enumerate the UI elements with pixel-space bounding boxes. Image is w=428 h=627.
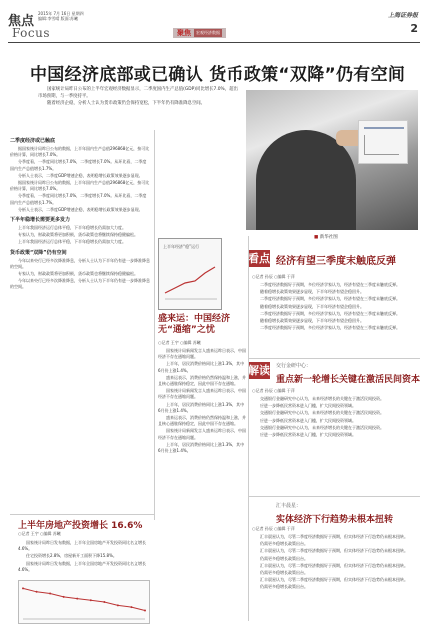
mini-line-chart [163, 253, 219, 303]
paragraph: 二季度经济数据好于预期，多位经济学家认为，经济有望在三季度末触底反弹。 [260, 282, 400, 287]
newspaper-page [8, 6, 420, 621]
section-kicker-3: 汇丰晨星： [276, 503, 302, 509]
paragraph: 今年以来央行已经多次降准降息，分析人士认为下半年仍有进一步降准降息的空间。 [10, 257, 150, 269]
section-badge: 解读 [248, 364, 270, 377]
page-number: 2 [410, 22, 418, 35]
paragraph: 交通银行金融研究中心认为，未来经济增长的关键在于激活民间投资。 [260, 396, 384, 401]
paragraph: 上半年，居民消费价格同比上涨1.3%，其中6月份上涨1.4%。 [158, 361, 245, 373]
page-header [8, 6, 420, 44]
paragraph: 随着稳增长政策效果逐步显现，下半年经济有望企稳回升。 [260, 303, 364, 309]
paragraph: 随着稳增长政策效果逐步显现，下半年经济有望企稳回升。 [260, 289, 364, 295]
paragraph: 应进一步降低民营资本进入门槛，扩大民间投资领域。 [260, 403, 356, 409]
data-point [22, 587, 24, 589]
section-divider [10, 514, 154, 515]
paragraph: 应进一步降低民营资本进入门槛，扩大民间投资领域。 [260, 417, 356, 423]
paragraph: 专家认为，财政政策将更加积极，货币政策也将继续保持稳健偏松。 [18, 232, 138, 238]
subhead: 二季度经济或已触底 [10, 138, 56, 144]
data-point [76, 598, 78, 600]
section-divider [248, 496, 420, 497]
subhead: 下半年稳增长需要更多发力 [10, 217, 71, 224]
caption-icon: ■ [314, 235, 319, 240]
chart-card-label: 上半年经济“稳”运行 [163, 244, 200, 249]
data-point [103, 601, 105, 603]
section-author-2: ○记者 孙辰 ○编辑 于萍 [252, 388, 295, 393]
column-divider [248, 236, 249, 621]
topic-tag-main: 聚焦 [177, 29, 191, 37]
paragraph: 交通银行金融研究中心认为，未来经济增长的关键在于激活民间投资。 [260, 424, 384, 430]
paragraph: 专家认为，财政政策将更加积极，货币政策也将继续保持稳健偏松。 [18, 271, 138, 277]
paragraph: 汇丰晨星认为，尽管二季度经济数据好于预期，但实体经济下行趋势仍未根本扭转。 [260, 562, 408, 568]
line-chart [18, 580, 150, 624]
lede-paragraph: 国家统计局昨日公布的上半年宏观经济数据显示，二季度国内生产总值(GDP)同比增长7.0%，超出市场预期，与一季度持平。 [38, 87, 238, 99]
topic-tag [173, 28, 226, 38]
bottom-article-title: 上半年房地产投资增长 16.6% [18, 521, 143, 531]
section-badge: 看点 [248, 252, 270, 265]
subhead: 货币政策“双降”仍有空间 [10, 249, 67, 256]
paragraph: 国家统计局昨日发布数据，上半年全国房地产开发投资同比名义增长4.6%。 [18, 540, 146, 552]
lede-paragraph: 随着经济企稳，分析人士认为货币政策仍会保持宽松，下半年仍有降准降息空间。 [47, 101, 206, 106]
news-photo [246, 90, 418, 230]
data-point [117, 604, 119, 606]
chart-card [158, 238, 222, 310]
paragraph: 仍需更多稳增长政策出台。 [260, 541, 308, 547]
photo-caption [314, 234, 338, 240]
paragraph: 盛来运表示，消费价格仍然保持温和上涨，并且核心通胀保持稳定，因此中国不存在通缩。 [158, 415, 246, 427]
section-3-body [252, 534, 420, 592]
section-kicker-2: 交行金研中心： [276, 363, 312, 369]
paragraph: 应进一步降低民营资本进入门槛，扩大民间投资领域。 [260, 432, 356, 438]
section-author-1: ○记者 孙辰 ○编辑 于萍 [252, 274, 295, 279]
paragraph: 国家统计局新闻发言人盛来运昨日表示，中国经济不存在通缩问题。 [158, 428, 246, 440]
section-title: 焦点 [8, 14, 35, 29]
paragraph: 今年以来央行已经多次降准降息，分析人士认为下半年仍有进一步降准降息的空间。 [10, 278, 150, 290]
paragraph: 交通银行金融研究中心认为，未来经济增长的关键在于激活民间投资。 [260, 410, 384, 416]
main-headline: 中国经济底部或已确认 货币政策“双降”仍有空间 [30, 65, 406, 85]
paragraph: 二季度经济数据好于预期，多位经济学家认为，经济有望在三季度末触底反弹。 [260, 325, 400, 331]
section-subtitle: Focus [12, 26, 51, 40]
paragraph: 盛来运表示，消费价格仍然保持温和上涨，并且核心通胀保持稳定，因此中国不存在通缩。 [158, 374, 246, 387]
paragraph: 随着稳增长政策效果逐步显现，下半年经济有望企稳回升。 [260, 318, 364, 324]
middle-column [158, 348, 246, 455]
paragraph: 国家统计局新闻发言人盛来运昨日表示，中国经济不存在通缩问题。 [158, 348, 246, 360]
paragraph: 国家统计局昨日发布数据，上半年全国房地产开发投资同比名义增长4.6%。 [18, 560, 146, 572]
paragraph: 分季度看，一季度同比增长7.0%，二季度增长7.0%。从环比看，二季度国内生产总值增长1.7%。 [10, 193, 147, 205]
article-author: ○记者 王宇 ○编辑 苏曦 [158, 340, 201, 345]
section-author-3: ○记者 孙辰 ○编辑 于萍 [252, 526, 295, 531]
paragraph: 仍需更多稳增长政策出台。 [260, 555, 308, 561]
paragraph: 上半年，居民消费价格同比上涨1.3%，其中6月份上涨1.4%。 [158, 441, 245, 454]
article-title: 盛来运：中国经济无“通缩”之忧 [158, 314, 231, 335]
paragraph: 国家统计局新闻发言人盛来运昨日表示，中国经济不存在通缩问题。 [158, 388, 246, 400]
issue-date: 2015年 7月 16日 星期四 [38, 11, 84, 16]
paragraph: 汇丰晨星认为，尽管二季度经济数据好于预期，但实体经济下行趋势仍未根本扭转。 [260, 548, 408, 554]
paragraph: 分析人士表示，二季度GDP增速企稳，表明稳增长政策效果逐步显现。 [18, 206, 143, 212]
section-1-body [252, 282, 420, 332]
section-2-body [252, 396, 420, 439]
issue-meta [38, 11, 108, 21]
data-point [36, 591, 38, 593]
paragraph: 上半年我国经济运行总体平稳，下半年稳增长仍需加大力度。 [18, 225, 126, 231]
data-point [144, 610, 146, 612]
paragraph: 汇丰晨星认为，尽管二季度经济数据好于预期，但实体经济下行趋势仍未根本扭转。 [260, 577, 408, 583]
photo-chart-sheet [358, 120, 408, 164]
section-divider [248, 358, 420, 359]
left-column [10, 134, 150, 292]
paragraph: 据国家统计局昨日公布的数据，上半年国内生产总值296868亿元，按可比价格计算，同比增长7.0%。 [10, 146, 150, 158]
section-title-1: 经济有望三季度末触底反弹 [276, 256, 396, 267]
paragraph: 上半年我国经济运行总体平稳，下半年稳增长仍需加大力度。 [18, 239, 126, 245]
lede [38, 86, 238, 107]
section-title-3: 实体经济下行趋势未根本扭转 [276, 515, 394, 525]
data-point [90, 599, 92, 601]
paragraph: 汇丰晨星认为，尽管二季度经济数据好于预期，但实体经济下行趋势仍未根本扭转。 [260, 534, 408, 539]
paragraph: 仍需更多稳增长政策出台。 [260, 570, 308, 576]
data-point [49, 593, 51, 595]
paragraph: 据国家统计局昨日公布的数据，上半年国内生产总值296868亿元，按可比价格计算，同比增长7.0%。 [10, 180, 150, 192]
caption-text: 新华社图 [319, 235, 338, 240]
paper-name: 上海证券报 [387, 12, 418, 19]
paragraph: 分季度看，一季度同比增长7.0%，二季度增长7.0%。从环比看，二季度国内生产总值增长1.7%。 [10, 159, 147, 171]
data-point [130, 606, 132, 608]
bottom-article-author: ○记者 王宇 ○编辑 苏曦 [18, 531, 61, 536]
paragraph: 住宅投资增长2.8%，房屋新开工面积下降15.8%。 [26, 553, 117, 559]
paragraph: 二季度经济数据好于预期，多位经济学家认为，经济有望在三季度末触底反弹。 [260, 296, 400, 302]
issue-editor: 编辑:李雪晴 版面:苏曦 [38, 16, 78, 21]
bottom-left-body [18, 540, 150, 574]
section-title-2: 重点新一轮增长关键在激活民间资本 [276, 375, 421, 385]
data-point [63, 596, 65, 598]
series-line [23, 588, 145, 610]
header-rule [8, 42, 420, 43]
paragraph: 上半年，居民消费价格同比上涨1.3%，其中6月份上涨1.4%。 [158, 401, 245, 413]
topic-tag-sub: 宏观经济数据 [196, 30, 220, 35]
column-divider [154, 130, 155, 520]
line-chart-svg [19, 581, 149, 623]
paragraph: 仍需更多稳增长政策出台。 [260, 584, 308, 590]
paragraph: 分析人士表示，二季度GDP增速企稳，表明稳增长政策效果逐步显现。 [18, 172, 143, 178]
paragraph: 二季度经济数据好于预期，多位经济学家认为，经济有望在三季度末触底反弹。 [260, 310, 400, 316]
